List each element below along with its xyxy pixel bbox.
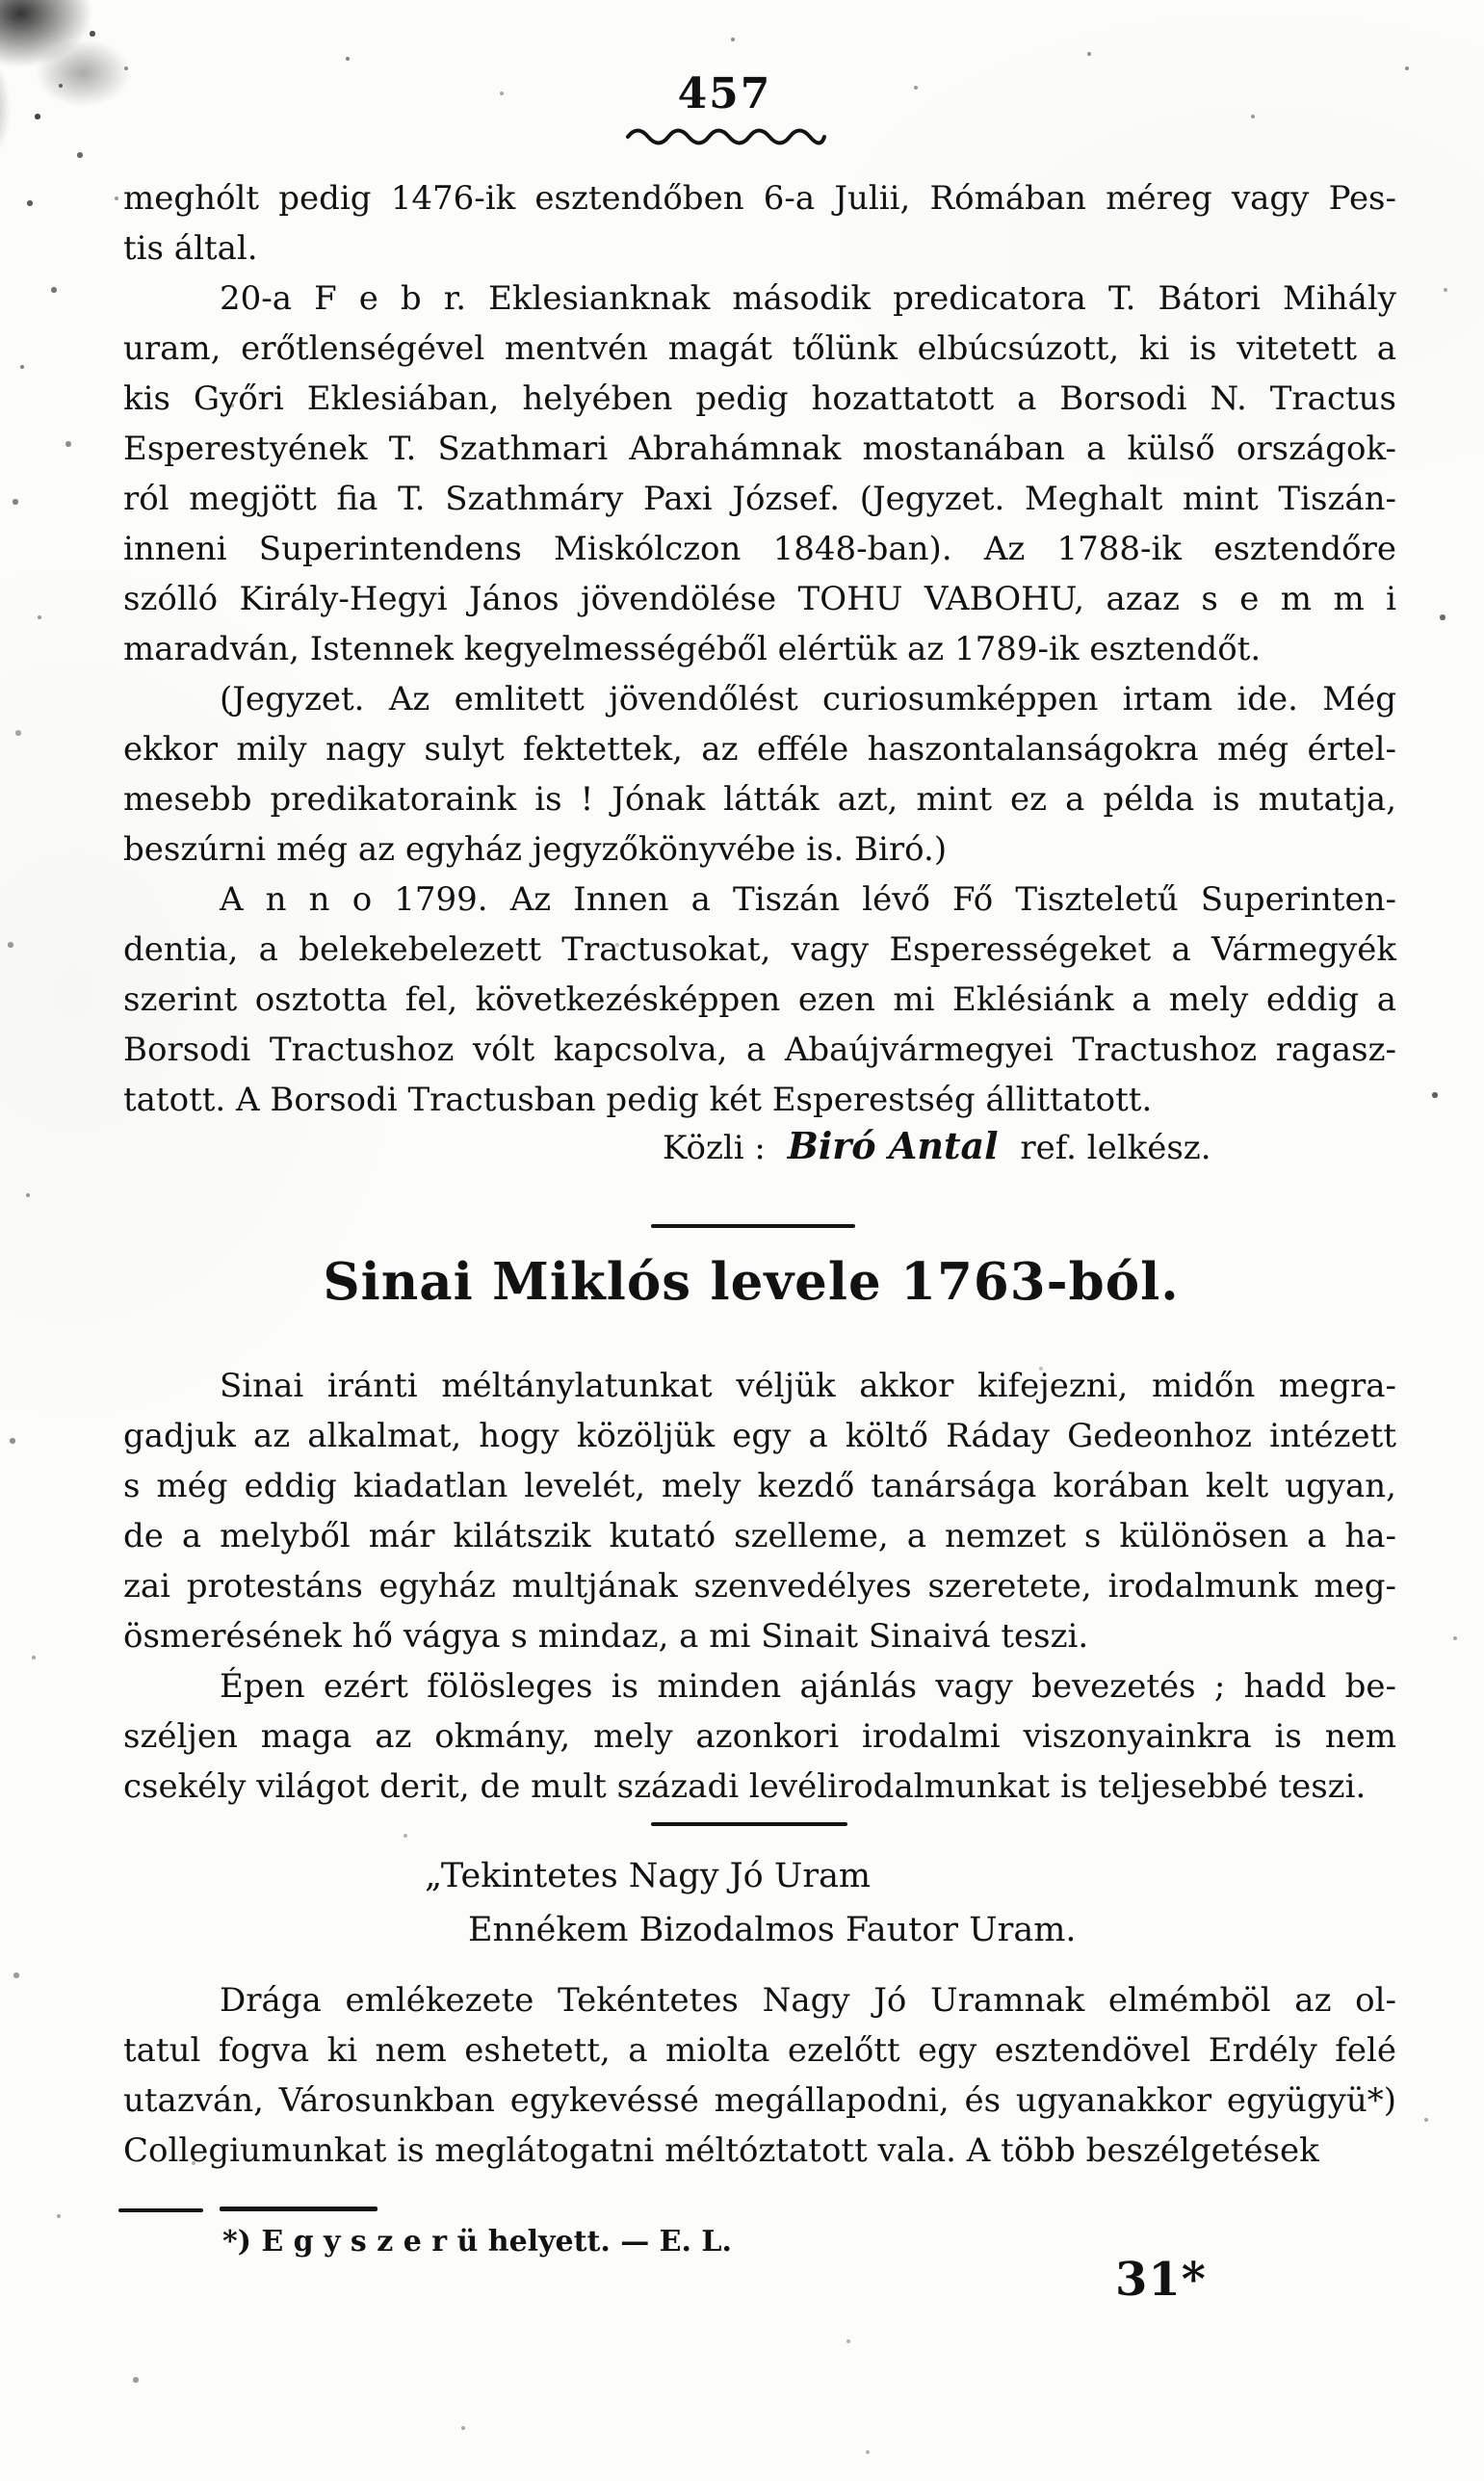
text-line: dentia, a belekebelezett Tractusokat, vagy Esperességeket a Vármegyék — [123, 930, 1396, 969]
byline-author-name: Biró Antal — [787, 1124, 999, 1167]
text-line: mesebb predikatoraink is ! Jónak látták azt, mint ez a példa is mutatja, — [123, 780, 1396, 819]
text-line: maradván, Istennek kegyelmességéből elértük az 1789-ik esztendőt. — [123, 630, 1262, 668]
paragraph-jegyzet — [123, 674, 1396, 875]
text-line: Borsodi Tractushoz vólt kapcsolva, a Abaújvármegyei Tractushoz ragasz- — [123, 1031, 1396, 1069]
paragraph-anno-1799 — [123, 875, 1396, 1125]
text-line: meghólt pedig 1476-ik esztendőben 6-a Julii, Rómában méreg vagy Pes- — [123, 179, 1396, 218]
text-line: inneni Superintendens Miskólczon 1848-ban). Az 1788-ik esztendőre — [123, 530, 1396, 568]
text-line: Collegiumunkat is meglátogatni méltóztatott vala. A több beszélgetések — [123, 2131, 1319, 2170]
printer-signature-mark: 31* — [1115, 2253, 1207, 2307]
text-line: szerint osztotta fel, következésképpen ezen mi Eklésiánk a mely eddig a — [123, 980, 1396, 1019]
article2-intro — [123, 1361, 1396, 1812]
text-line: Épen ezért fölösleges is minden ajánlás vagy bevezetés ; hadd be- — [220, 1667, 1396, 1706]
text-line: tatul fogva ki nem eshetett, a miolta ezelőtt egy esztendövel Erdély felé — [123, 2031, 1396, 2070]
paragraph-epen-ezert — [123, 1661, 1396, 1812]
text-line: s még eddig kiadatlan levelét, mely kezdő tanársága korában kelt ugyan, — [123, 1467, 1396, 1505]
paragraph-continuation — [123, 173, 1396, 274]
text-line: de a melyből már kilátszik kutató szelleme, a nemzet s különösen a ha- — [123, 1517, 1396, 1555]
paragraph-febr — [123, 274, 1396, 674]
text-line: ösmerésének hő vágya s mindaz, a mi Sinait Sinaivá teszi. — [123, 1617, 1089, 1656]
squiggle-divider — [624, 121, 828, 146]
text-line: (Jegyzet. Az emlitett jövendőlést curiosumképpen irtam ide. Még — [220, 680, 1396, 718]
article1-body — [123, 173, 1396, 1125]
letter-body — [123, 1975, 1396, 2176]
text-line: szólló Király-Hegyi János jövendölése TOHU VABOHU, azaz s e m m i — [123, 580, 1396, 618]
letter-salutation-line-1: „Tekintetes Nagy Jó Uram — [425, 1857, 872, 1895]
text-line: gadjuk az alkalmat, hogy közöljük egy a költő Ráday Gedeonhoz intézett — [123, 1417, 1396, 1455]
text-line: 20-a F e b r. Eklesianknak második predicatora T. Bátori Mihály — [220, 279, 1396, 318]
paragraph-draga-emlekezete — [123, 1975, 1396, 2176]
paragraph-sinai-intro — [123, 1361, 1396, 1661]
scan-speckles — [0, 0, 2, 2]
text-line: zai protestáns egyház multjának szenvedélyes szeretete, irodalmunk meg- — [123, 1567, 1396, 1606]
text-line: széljen maga az okmány, mely azonkori irodalmi viszonyainkra is nem — [123, 1717, 1396, 1756]
section-divider — [651, 1224, 855, 1228]
text-line: uram, erőtlenségével mentvén magát tőlünk elbúcsúzott, ki is vitetett a — [123, 329, 1396, 368]
text-line: csekély világot derit, de mult századi levélirodalmunkat is teljesebbé teszi. — [123, 1767, 1367, 1806]
text-line: tis által. — [123, 229, 258, 268]
text-line: Sinai iránti méltánylatunkat véljük akkor kifejezni, midőn megra- — [220, 1367, 1396, 1405]
page-number: 457 — [677, 69, 772, 118]
footnote-rule-segment — [220, 2207, 378, 2211]
text-line: ekkor mily nagy sulyt fektettek, az efféle haszontalanságokra még értel- — [123, 730, 1396, 769]
text-line: beszúrni még az egyház jegyzőkönyvébe is. Biró.) — [123, 830, 948, 869]
section-title: Sinai Miklós levele 1763-ból. — [323, 1252, 1180, 1312]
text-line: utazván, Városunkban egykevéssé megállapodni, és ugyanakkor együgyü*) — [123, 2081, 1396, 2120]
footnote-text: *) E g y s z e r ü helyett. — E. L. — [222, 2225, 732, 2259]
text-line: ról megjött fia T. Szathmáry Paxi József. (Jegyzet. Meghalt mint Tiszán- — [123, 480, 1396, 518]
text-line: A n n o 1799. Az Innen a Tiszán lévő Fő Tiszteletű Superinten- — [220, 880, 1396, 919]
byline-suffix: ref. lelkész. — [1020, 1129, 1211, 1167]
text-line: Drága emlékezete Tekéntetes Nagy Jó Uramnak elmémböl az ol- — [220, 1981, 1396, 2020]
text-line: tatott. A Borsodi Tractusban pedig két Esperestség állittatott. — [123, 1081, 1153, 1119]
text-line: Esperestyének T. Szathmari Abrahámnak mostanában a külső országok- — [123, 430, 1396, 468]
letter-salutation-line-2: Ennékem Bizodalmos Fautor Uram. — [468, 1911, 1077, 1949]
byline — [123, 1121, 1396, 1173]
letter-divider — [651, 1822, 847, 1826]
text-line: kis Győri Eklesiában, helyében pedig hozattatott a Borsodi N. Tractus — [123, 379, 1396, 418]
byline-prefix: Közli : — [663, 1129, 766, 1167]
footnote-rule-segment — [118, 2208, 203, 2212]
